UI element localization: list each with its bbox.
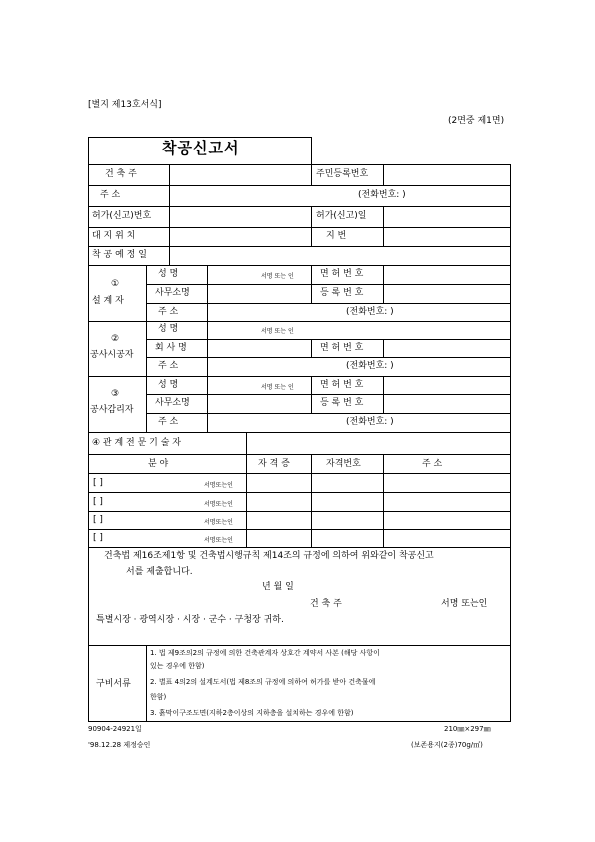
designer-reg-label: 등 록 번 호 [320, 288, 364, 298]
experts-heading: ④ 관 계 전 문 기 술 자 [92, 438, 181, 448]
declaration-date: 년 월 일 [262, 582, 294, 592]
contractor-phone: (전화번호: ) [346, 361, 394, 371]
experts-col-qual-no: 자격번호 [326, 459, 361, 469]
experts-col-qual: 자 격 증 [258, 459, 290, 469]
expert-row-sign: 서명또는인 [204, 519, 233, 526]
docs-item3: 3. 흙막이구조도면(지하2층이상의 지하층을 설치하는 경우에 한함) [150, 709, 354, 717]
designer-name-label: 성 명 [158, 269, 179, 279]
builder-label: 건 축 주 [105, 169, 137, 179]
declaration-line1: 건축법 제16조제1항 및 건축법시행규칙 제14조의 규정에 의하여 위와같이 착공신고 [104, 551, 434, 561]
supervisor-sign: 서명 또는 인 [261, 384, 294, 391]
designer-sign: 서명 또는 인 [261, 273, 294, 280]
resident-no-label: 주민등록번호 [316, 169, 369, 179]
designer-number: ① [111, 279, 120, 289]
designer-office-label: 사무소명 [155, 288, 190, 298]
supervisor-name-label: 성 명 [158, 380, 179, 390]
contractor-label: 공사시공자 [90, 350, 134, 360]
footer-paper: (보존용지(2종)70g/㎡) [411, 741, 483, 749]
annex-label: [별지 제13호서식] [88, 100, 162, 110]
supervisor-number: ③ [111, 389, 120, 399]
designer-label: 설 계 자 [92, 296, 124, 306]
supervisor-addr-label: 주 소 [158, 417, 179, 427]
start-date-label: 착 공 예 정 일 [92, 250, 147, 260]
footer-size: 210㎜×297㎜ [444, 725, 491, 733]
contractor-name-label: 성 명 [158, 324, 179, 334]
declaration-builder: 건 축 주 [310, 599, 342, 609]
expert-row-sign: 서명또는인 [204, 501, 233, 508]
expert-row-bracket: [ ] [93, 533, 103, 543]
address-label: 주 소 [100, 190, 121, 200]
docs-item2b: 한함) [150, 693, 167, 701]
designer-license-label: 면 허 번 호 [320, 269, 364, 279]
supervisor-reg-label: 등 록 번 호 [320, 398, 364, 408]
expert-row-bracket: [ ] [93, 515, 103, 525]
supervisor-office-label: 사무소명 [155, 398, 190, 408]
contractor-addr-label: 주 소 [158, 361, 179, 371]
expert-row-bracket: [ ] [93, 478, 103, 488]
supervisor-phone: (전화번호: ) [346, 417, 394, 427]
contractor-number: ② [111, 334, 120, 344]
expert-row-bracket: [ ] [93, 497, 103, 507]
contractor-sign: 서명 또는 인 [261, 328, 294, 335]
designer-phone: (전화번호: ) [346, 307, 394, 317]
docs-label: 구비서류 [96, 679, 131, 689]
declaration-recipient: 특별시장 · 광역시장 · 시장 · 군수 · 구청장 귀하. [96, 615, 284, 625]
declaration-line2: 서를 제출합니다. [126, 567, 193, 577]
page-info: (2면중 제1면) [448, 116, 505, 126]
docs-item1a: 1. 법 제9조의2의 규정에 의한 건축관계자 상호간 계약서 사본 (해당 사항이 [150, 649, 380, 657]
contractor-company-label: 회 사 명 [155, 343, 187, 353]
experts-col-field: 분 야 [148, 459, 169, 469]
expert-row-sign: 서명또는인 [204, 537, 233, 544]
phone-field: (전화번호: ) [358, 190, 406, 200]
supervisor-license-label: 면 허 번 호 [320, 380, 364, 390]
docs-item1b: 있는 경우에 한함) [150, 662, 205, 670]
site-label: 대 지 위 치 [92, 231, 136, 241]
designer-addr-label: 주 소 [158, 307, 179, 317]
lot-label: 지 번 [326, 231, 347, 241]
expert-row-sign: 서명또는인 [204, 482, 233, 489]
supervisor-label: 공사감리자 [90, 405, 134, 415]
experts-col-addr: 주 소 [422, 459, 443, 469]
contractor-license-label: 면 허 번 호 [320, 343, 364, 353]
form-title: 착공신고서 [162, 139, 240, 157]
footer-code: 90904-24921일 [88, 725, 142, 733]
permit-date-label: 허가(신고)일 [316, 211, 367, 221]
footer-approval: '98.12.28 제정승인 [88, 741, 151, 749]
docs-item2a: 2. 별표 4의2의 설계도서(법 제8조의 규정에 의하여 허가를 받아 건축물에 [150, 678, 376, 686]
permit-no-label: 허가(신고)번호 [92, 211, 152, 221]
declaration-sign: 서명 또는인 [441, 599, 488, 609]
